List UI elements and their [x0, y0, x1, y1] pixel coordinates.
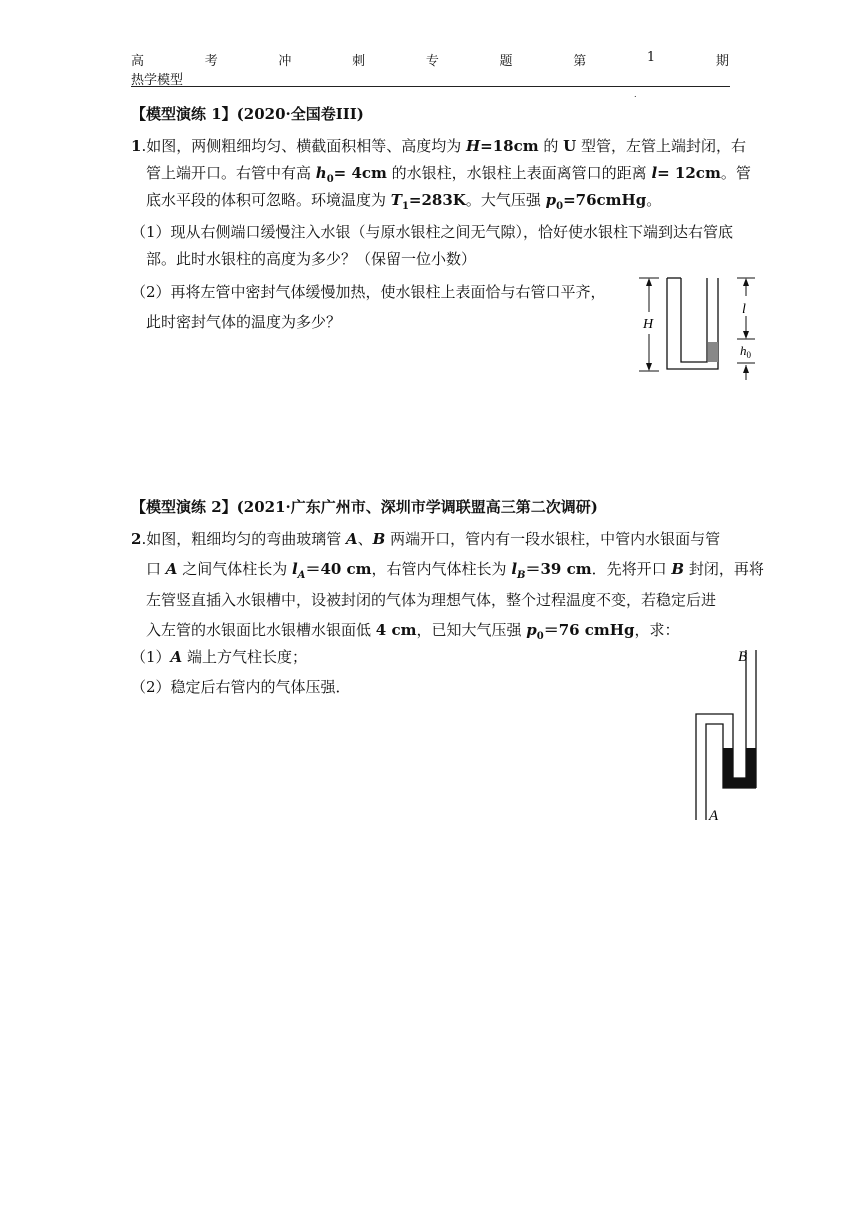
q2-var-p: p: [526, 621, 537, 639]
q2-sub-1: [131, 647, 307, 667]
q1-value-h0: = 4cm: [333, 164, 387, 182]
q1-number: 1: [131, 137, 142, 155]
q1-section-heading: [131, 104, 364, 124]
q2-var-lA-sub: A: [297, 570, 306, 581]
q2-text: .如图，粗细均匀的弯曲玻璃管: [141, 530, 346, 548]
q1-sub-2-line-1: （2）再将左管中密封气体缓慢加热，使水银柱上表面恰与右管口平齐，: [131, 283, 606, 301]
q1-sub-1-line-1: （1）现从右侧端口缓慢注入水银（与原水银柱之间无气隙），恰好使水银柱下端到达右管底: [131, 223, 734, 241]
header-char: 刺: [352, 54, 366, 69]
label-l: l: [742, 302, 746, 317]
q2-var-lB-sub: B: [517, 570, 526, 581]
q2-text: ，右管内气体柱长为: [371, 560, 512, 578]
q2-section-title: 【模型演练 2】: [131, 498, 237, 516]
header-char: 高: [131, 54, 145, 69]
q1-value-T: =283K: [408, 191, 466, 209]
q2-text: ．先将开口: [591, 560, 672, 578]
q2-sub-2: （2）稳定后右管内的气体压强．: [131, 678, 351, 696]
q1-var-p: p: [545, 191, 557, 209]
q1-var-T: T: [390, 191, 402, 209]
q2-text: 两端开口，管内有一段水银柱，中管内水银面与管: [385, 530, 721, 548]
q1-sub-1-line-2: 部。此时水银柱的高度为多少？（保留一位小数）: [146, 250, 477, 268]
header-char: 专: [425, 54, 439, 69]
q1-stem-line-2: [146, 163, 751, 190]
q2-var-lB: l: [511, 560, 518, 578]
header-divider: [131, 86, 730, 87]
q1-stem-line-3: [146, 190, 661, 217]
q1-value-p: =76cmHg: [563, 191, 647, 209]
q2-var-A: A: [170, 648, 183, 666]
q1-var-h0: h: [315, 164, 327, 182]
q2-section-heading: [131, 497, 598, 517]
header-char: 题: [499, 54, 513, 69]
q1-text: 的水银柱，水银柱上表面离管口的距离: [386, 164, 652, 182]
q1-var-h0-sub: 0: [326, 174, 334, 185]
mercury-column: [723, 748, 756, 788]
header-char: 考: [204, 54, 218, 69]
q1-section-source: (2020·全国卷III): [236, 105, 364, 123]
header-title: [131, 50, 729, 69]
q2-section-source: (2021·广东广州市、深圳市学调联盟高三第二次调研): [236, 498, 598, 516]
q1-text: .如图，两侧粗细均匀、横截面积相等、高度均为: [141, 137, 466, 155]
q1-var-T-sub: 1: [401, 201, 409, 212]
q2-text: 封闭，再将: [684, 560, 764, 578]
header-char: 第: [573, 54, 587, 69]
q2-text: 、: [357, 530, 373, 548]
label-h0: $h_0$: [740, 343, 751, 360]
q2-text: （1）: [131, 648, 171, 666]
q2-text: ，求：: [634, 621, 680, 639]
q2-var-lA: l: [291, 560, 298, 578]
q2-stem-line-2: [146, 559, 764, 586]
label-A: A: [709, 808, 719, 824]
label-B: B: [738, 649, 748, 665]
label-H: H: [643, 317, 654, 332]
q1-value-l: = 12cm: [657, 164, 721, 182]
q2-var-p-sub: 0: [536, 631, 544, 642]
q1-text: 的: [538, 137, 564, 155]
q2-text: ，已知大气压强: [416, 621, 527, 639]
q2-text: 端上方气柱长度；: [182, 648, 307, 666]
q2-var-A: A: [345, 530, 358, 548]
q1-text: 管上端开口。右管中有高: [146, 164, 316, 182]
header-subtitle: 热学模型: [131, 73, 184, 88]
q2-var-B: B: [372, 530, 386, 548]
q1-var-l: l: [651, 164, 658, 182]
q2-value-lA: ＝40 cm: [305, 560, 372, 578]
bent-tube-figure: [690, 644, 766, 828]
q1-var-U: U: [563, 137, 577, 155]
q1-text: 。: [646, 191, 662, 209]
header-dot: .: [634, 90, 637, 99]
q1-text: 。大气压强: [465, 191, 546, 209]
q2-text: 之间气体柱长为: [177, 560, 292, 578]
q2-stem-line-4: [146, 620, 679, 647]
q2-number: 2: [131, 530, 142, 548]
q1-text: 型管，左管上端封闭，右: [576, 137, 747, 155]
q1-text: 底水平段的体积可忽略。环境温度为: [146, 191, 391, 209]
q2-value-depth: 4 cm: [375, 621, 417, 639]
u-tube-figure: [636, 272, 760, 384]
q1-section-title: 【模型演练 1】: [131, 105, 237, 123]
header-char: 冲: [278, 54, 292, 69]
q2-text: 口: [146, 560, 166, 578]
q2-stem-line-3: 左管竖直插入水银槽中，设被封闭的气体为理想气体，整个过程温度不变，若稳定后进: [146, 591, 717, 609]
q1-text: 。管: [720, 164, 751, 182]
q1-var-H: H: [465, 137, 481, 155]
q2-var-B: B: [671, 560, 685, 578]
q1-value-H: =18cm: [480, 137, 539, 155]
q2-text: 入左管的水银面比水银槽水银面低: [146, 621, 376, 639]
header-char: 期: [715, 54, 729, 69]
q1-var-p-sub: 0: [556, 201, 564, 212]
q1-sub-2-line-2: 此时密封气体的温度为多少？: [146, 313, 342, 331]
q2-stem-line-1: [131, 529, 720, 549]
mercury-column: [708, 342, 718, 362]
header-char: 1: [646, 50, 656, 65]
q2-var-A: A: [165, 560, 178, 578]
q1-stem-line-1: [131, 136, 746, 156]
q2-value-lB: ＝39 cm: [525, 560, 592, 578]
q2-value-p: ＝76 cmHg: [543, 621, 635, 639]
